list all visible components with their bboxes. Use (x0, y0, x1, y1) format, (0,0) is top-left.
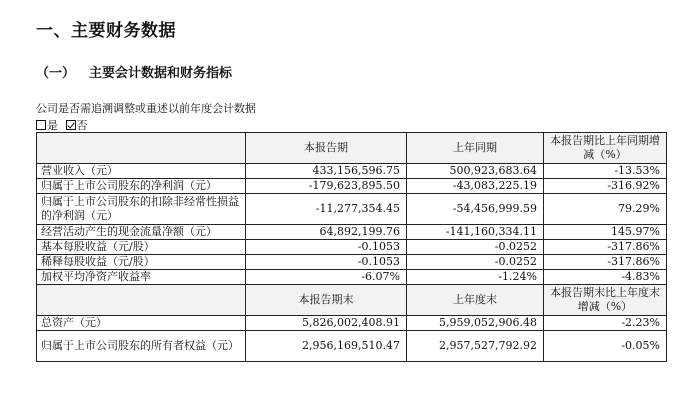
row-label: 加权平均净资产收益率 (37, 270, 246, 285)
subsection-heading (36, 62, 232, 81)
restatement-options (36, 117, 88, 133)
current-value: -0.1053 (246, 240, 407, 255)
table1-header-prior: 上年同期 (407, 133, 544, 164)
table2-header-change: 本报告期末比上年度末增减（%） (544, 285, 667, 316)
change-value: -317.86% (544, 255, 667, 270)
table1-header-current: 本报告期 (246, 133, 407, 164)
table1-header-change: 本报告期比上年同期增减（%） (544, 133, 667, 164)
change-value: -0.05% (544, 331, 667, 362)
prior-value: -1.24% (407, 270, 544, 285)
change-value: -316.92% (544, 179, 667, 194)
current-value: 5,826,002,408.91 (246, 316, 407, 331)
current-value: -179,623,895.50 (246, 179, 407, 194)
current-value: 2,956,169,510.47 (246, 331, 407, 362)
current-value: -6.07% (246, 270, 407, 285)
change-value: 79.29% (544, 194, 667, 225)
current-value: 64,892,199.76 (246, 225, 407, 240)
row-label: 经营活动产生的现金流量净额（元） (37, 225, 246, 240)
row-label: 归属于上市公司股东的扣除非经常性损益的净利润（元） (37, 194, 246, 225)
table2-header-row (37, 285, 667, 316)
financial-data-table (36, 132, 667, 362)
table-row (37, 331, 667, 362)
prior-value: -0.0252 (407, 255, 544, 270)
prior-value: -0.0252 (407, 240, 544, 255)
current-value: 433,156,596.75 (246, 164, 407, 179)
table2-header-prior: 上年度末 (407, 285, 544, 316)
change-value: -13.53% (544, 164, 667, 179)
no-checkbox-checked-icon (66, 120, 76, 130)
prior-value: 5,959,052,906.48 (407, 316, 544, 331)
table2-header-blank (37, 285, 246, 316)
table-row (37, 164, 667, 179)
subsection-number: （一） (36, 66, 76, 81)
prior-value: -43,083,225.19 (407, 179, 544, 194)
yes-label: 是 (47, 119, 58, 132)
row-label: 总资产（元） (37, 316, 246, 331)
prior-value: 500,923,683.64 (407, 164, 544, 179)
table-row (37, 270, 667, 285)
change-value: -4.83% (544, 270, 667, 285)
row-label: 稀释每股收益（元/股） (37, 255, 246, 270)
row-label: 归属于上市公司股东的净利润（元） (37, 179, 246, 194)
change-value: -2.23% (544, 316, 667, 331)
row-label: 基本每股收益（元/股） (37, 240, 246, 255)
table-row (37, 255, 667, 270)
row-label: 营业收入（元） (37, 164, 246, 179)
table-row (37, 179, 667, 194)
prior-value: 2,957,527,792.92 (407, 331, 544, 362)
restatement-note: 公司是否需追溯调整或重述以前年度会计数据 (36, 102, 256, 115)
table-row (37, 194, 667, 225)
yes-checkbox-icon (36, 120, 46, 130)
change-value: 145.97% (544, 225, 667, 240)
current-value: -0.1053 (246, 255, 407, 270)
no-label: 否 (76, 119, 88, 132)
current-value: -11,277,354.45 (246, 194, 407, 225)
table1-header-blank (37, 133, 246, 164)
row-label: 归属于上市公司股东的所有者权益（元） (37, 331, 246, 362)
section-title: 一、主要财务数据 (36, 21, 176, 41)
prior-value: -54,456,999.59 (407, 194, 544, 225)
subsection-title: 主要会计数据和财务指标 (89, 66, 233, 81)
prior-value: -141,160,334.11 (407, 225, 544, 240)
change-value: -317.86% (544, 240, 667, 255)
table2-header-current: 本报告期末 (246, 285, 407, 316)
table-row (37, 240, 667, 255)
table1-header-row (37, 133, 667, 164)
table-row (37, 225, 667, 240)
table-row (37, 316, 667, 331)
